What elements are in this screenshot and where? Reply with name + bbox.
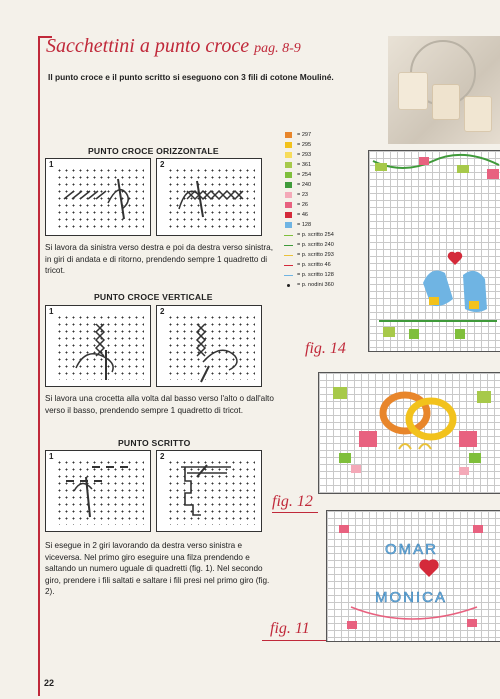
text-punto-scritto: Si esegue in 2 giri lavorando da destra verso sinistra e viceversa. Nel primo giro eseguire una filza prendendo e saltando un numero uguale di quadretti (fig. 1). Nel secondo giro, prendere i fili saltati e saltare i fili presi nel primo giro (fig. 2). [45,541,270,596]
legend-item [285,180,360,190]
legend-swatch [284,265,293,266]
legend-item [285,130,360,140]
figure-underline [262,640,326,641]
legend-swatch [284,245,293,246]
chart-name-omar: OMAR [385,541,438,558]
legend-swatch [285,202,292,208]
legend-label: = p. scritto 46 [297,262,331,268]
diagram-verticale-2 [156,305,262,387]
text-punto-croce-verticale: Si lavora una crocetta alla volta dal basso verso l'alto o dall'alto verso il basso, prendendo sempre 1 quadretto di tricot. [45,394,274,415]
legend-label: = 128 [297,222,312,228]
chart-fig-12-motif [319,373,500,493]
legend-swatch [284,275,293,276]
legend-label: = 23 [297,192,309,198]
legend-item [285,270,360,280]
chart-fig-12 [318,372,500,494]
legend-swatch [285,212,292,218]
stitch-illustration [157,451,261,531]
chart-name-monica: MONICA [375,589,447,606]
text-punto-croce-orizzontale: Si lavora da sinistra verso destra e poi da destra verso sinistra, in giri di andata e di ritorno, prendendo sempre 1 quadretto di tricot. [45,243,273,275]
panel-number: 2 [160,307,165,316]
chart-fig-14-motif [369,151,500,351]
chart-fig-14 [368,150,500,352]
legend-swatch [285,182,292,188]
legend-label: = 295 [297,142,312,148]
diagram-verticale-1 [45,305,151,387]
stitch-illustration [46,306,150,386]
figure-label-14: fig. 14 [305,340,346,357]
legend-label: = 297 [297,132,312,138]
page-number: 22 [44,678,55,688]
legend-swatch [285,162,292,168]
photo-bag [398,72,428,110]
legend-label: = 293 [297,152,312,158]
title-main: Sacchettini a punto croce [46,35,250,57]
legend-item [285,230,360,240]
legend-item [285,200,360,210]
panel-number: 2 [160,160,165,169]
legend-item [285,140,360,150]
title-area [38,30,360,70]
legend-item [285,250,360,260]
heading-punto-croce-orizzontale: PUNTO CROCE ORIZZONTALE [88,146,219,156]
figure-label-11: fig. 11 [270,620,310,637]
legend-label: = 254 [297,172,312,178]
legend-item [285,190,360,200]
photo-sachets [388,36,500,144]
legend-swatch [285,132,292,138]
legend-item [285,210,360,220]
panel-number: 1 [49,160,54,169]
diagram-orizzontale-1 [45,158,151,236]
chart-fig-11 [326,510,500,642]
legend-item [285,170,360,180]
legend-item [285,260,360,270]
legend-label: = 240 [297,182,312,188]
legend-label: = p. scritto 128 [297,272,334,278]
legend-label: = 46 [297,212,309,218]
diagram-scritto-2 [156,450,262,532]
legend-item [285,240,360,250]
figure-underline [272,512,318,513]
photo-bag [464,96,492,132]
legend-swatch [285,192,292,198]
page-title [46,35,301,58]
legend-swatch [285,142,292,148]
legend-swatch [284,235,293,236]
stitch-illustration [157,159,261,235]
chart-fig-11-motif [327,511,500,641]
legend-item [285,220,360,230]
frame-vertical-rule [38,36,40,696]
diagram-orizzontale-2 [156,158,262,236]
legend-item [285,280,360,290]
legend-item [285,150,360,160]
legend-label: = p. scritto 293 [297,252,334,258]
color-legend [285,130,360,290]
panel-number: 2 [160,452,165,461]
panel-number: 1 [49,452,54,461]
legend-swatch [285,152,292,158]
legend-label: = p. scritto 254 [297,232,334,238]
heading-punto-croce-verticale: PUNTO CROCE VERTICALE [94,292,213,302]
legend-label: = 361 [297,162,312,168]
legend-swatch [284,255,293,256]
panel-number: 1 [49,307,54,316]
legend-swatch [285,222,292,228]
stitch-illustration [157,306,261,386]
stitch-illustration [46,451,150,531]
diagram-scritto-1 [45,450,151,532]
stitch-illustration [46,159,150,235]
legend-label: = p. nodini 360 [297,282,334,288]
figure-label-12: fig. 12 [272,493,313,510]
legend-swatch [287,284,290,287]
intro-text: Il punto croce e il punto scritto si eseguono con 3 fili di cotone Mouliné. [48,72,334,82]
heading-punto-scritto: PUNTO SCRITTO [118,438,191,448]
legend-label: = 26 [297,202,309,208]
legend-swatch [285,172,292,178]
legend-item [285,160,360,170]
title-page-ref: pag. 8-9 [254,41,301,56]
legend-label: = p. scritto 240 [297,242,334,248]
photo-bag [432,84,460,120]
